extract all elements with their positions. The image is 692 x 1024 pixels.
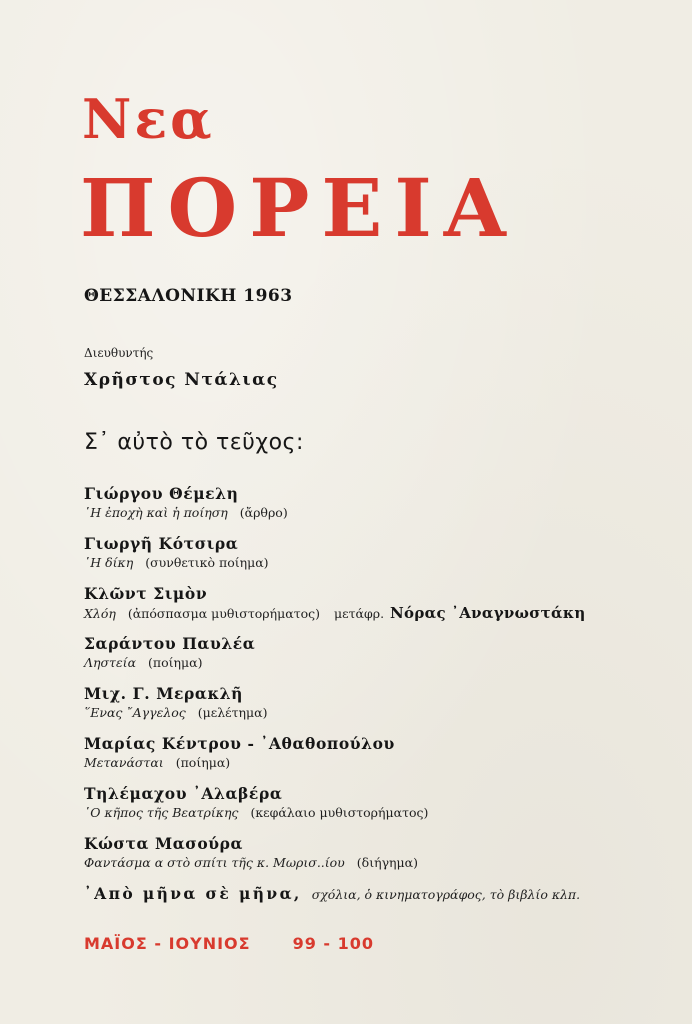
entry-work xyxy=(84,854,644,872)
entry-work xyxy=(84,554,644,572)
list-item xyxy=(84,534,644,584)
list-item xyxy=(84,834,644,884)
entry-author: Κλῶντ Σιμὸν xyxy=(84,584,208,603)
entry-title: Μετανάσται xyxy=(84,755,164,770)
issue-info xyxy=(84,934,374,953)
list-item xyxy=(84,584,644,634)
city-year: ΘΕΣΣΑΛΟΝΙΚΗ 1963 xyxy=(84,286,293,306)
contents-list xyxy=(84,484,644,884)
entry-work xyxy=(84,704,644,722)
entry-title: Χλόη xyxy=(84,606,116,621)
list-item xyxy=(84,684,644,734)
entry-author: Σαράντου Παυλέα xyxy=(84,634,256,653)
director-name: Χρῆστος Ντάλιας xyxy=(84,370,279,390)
list-item xyxy=(84,484,644,534)
entry-title: Φαντάσμα α στὸ σπίτι τῆς κ. Μωρισ..ίου xyxy=(84,855,345,870)
entry-genre: (ποίημα) xyxy=(175,755,231,770)
contents-heading: Σ᾽ αὐτὸ τὸ τεῦχος: xyxy=(84,430,304,455)
closing-title: ᾽Απὸ μῆνα σὲ μῆνα, xyxy=(84,884,302,903)
entry-author: Τηλέμαχου ᾽Αλαβέρα xyxy=(84,784,283,803)
closing-entry xyxy=(84,884,580,903)
title-nea: Νεα xyxy=(82,87,215,151)
entry-genre: (ποίημα) xyxy=(148,655,203,670)
list-item xyxy=(84,734,644,784)
entry-genre: (διήγημα) xyxy=(356,855,418,870)
entry-work xyxy=(84,754,644,772)
entry-title: ῾Η δίκη xyxy=(84,555,134,570)
entry-author: Γιώργου Θέμελη xyxy=(84,484,239,503)
closing-description: σχόλια, ὁ κινηματογράφος, τὸ βιβλίο κλπ. xyxy=(311,887,581,902)
entry-work xyxy=(84,604,644,623)
entry-author: Κώστα Μασούρα xyxy=(84,834,244,853)
entry-author: Γιωργῆ Κότσιρα xyxy=(84,534,239,553)
entry-title: ῾Η ἐποχὴ καὶ ἡ ποίηση xyxy=(84,505,228,520)
translator-name: Νόρας ᾽Αναγνωστάκη xyxy=(390,604,586,622)
entry-genre: (μελέτημα) xyxy=(197,705,268,720)
entry-title: Ληστεία xyxy=(84,655,137,670)
entry-genre: (συνθετικὸ ποίημα) xyxy=(145,555,269,570)
issue-months: ΜΑΪΟΣ - ΙΟΥΝΙΟΣ xyxy=(84,934,251,953)
entry-genre: (ἀπόσπασμα μυθιστορήματος) xyxy=(127,606,321,621)
entry-author: Μιχ. Γ. Μερακλῆ xyxy=(84,684,244,703)
director-label: Διευθυντής xyxy=(84,346,154,360)
entry-title: ῾Ο κῆπος τῆς Βεατρίκης xyxy=(84,805,239,820)
entry-author: Μαρίας Κέντρου - ᾽Αθαθοπούλου xyxy=(84,734,395,753)
entry-genre: (ἄρθρο) xyxy=(239,505,288,520)
entry-title: ῞Ενας ῎Αγγελος xyxy=(84,705,186,720)
issue-number: 99 - 100 xyxy=(292,934,375,953)
list-item xyxy=(84,634,644,684)
list-item xyxy=(84,784,644,834)
entry-work xyxy=(84,654,644,672)
translation-label: μετάφρ. xyxy=(334,606,385,621)
entry-work xyxy=(84,504,644,522)
entry-genre: (κεφάλαιο μυθιστορήματος) xyxy=(250,805,429,820)
entry-work xyxy=(84,804,644,822)
title-poreia: ΠΟΡΕΙΑ xyxy=(80,161,518,255)
